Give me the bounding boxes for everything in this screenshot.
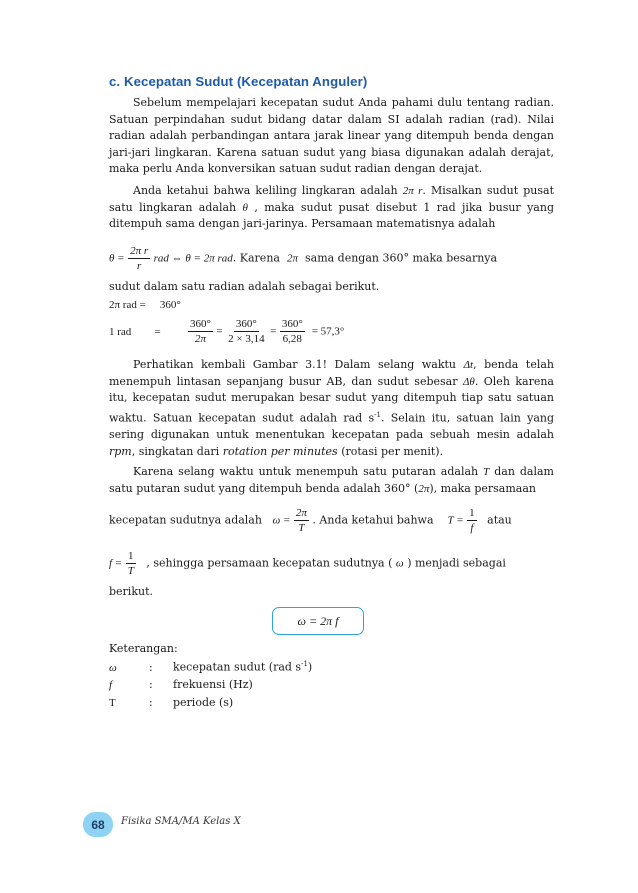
paragraph-intro: Sebelum mempelajari kecepatan sudut Anda pahami dulu tentang radian. Satuan perpindahan sudut bidang datar dalam SI adalah radian (rad). Nilai radian adalah perbandingan antara jarak linear yang ditempuh benda dengan jari-jari lingkaran. Karena satuan sudut yang biasa digunakan adalah derajat, maka perlu Anda konversikan satuan sudut radian dengan derajat. bbox=[109, 96, 554, 176]
paragraph-period: Karena selang waktu untuk menempuh satu putaran adalah T dan dalam satu putaran sudut yang ditempuh benda adalah 360° (2π), maka persamaan bbox=[109, 465, 554, 495]
book-title-footer: Fisika SMA/MA Kelas X bbox=[121, 816, 241, 827]
equation-continuation: berikut. bbox=[109, 585, 153, 598]
equation-radian-definition: θ = $\frac{\text{2π r}}{r}$ rad ⇔ θ = 2π rad. Karena 2π sama dengan 360° maka besarnya bbox=[109, 245, 498, 272]
paragraph-angular-velocity: Perhatikan kembali Gambar 3.1! Dalam selang waktu Δt, benda telah menempuh lintasan sepanjang busur AB, dan sudut sebesar Δθ. Oleh karena itu, kecepatan sudut merupakan besar sudut yang ditempuh tiap satu satuan waktu. Satuan kecepatan sudut adalah rad $s^{-1}$. Selain itu, satuan lain yang sering digunakan untuk menentukan kecepatan pada sebuah mesin adalah rpm, singkatan dari rotation per minutes (rotasi per menit). bbox=[109, 358, 555, 458]
legend-row-period: T : periode (s) bbox=[109, 696, 234, 709]
equation-one-rad: 1 rad = $\frac{360^\circ}{2\pi}$ = $\frac{360^\circ}{2 \times 3,14}$ = $\frac{360^\circ}{6,28}$ = 57,3° bbox=[109, 318, 345, 345]
legend-title: Keterangan: bbox=[109, 642, 178, 655]
page-number-badge: 68 bbox=[83, 812, 113, 837]
legend-row-omega: ω : kecepatan sudut (rad $s^{-1}$) bbox=[109, 660, 313, 674]
legend-row-frequency: f : frekuensi (Hz) bbox=[109, 678, 253, 691]
equation-f-equals-1-over-t: f = $\frac{1}{T}$ , sehingga persamaan kecepatan sudutnya ( ω ) menjadi sebagai bbox=[109, 550, 506, 577]
section-heading: c. Kecepatan Sudut (Kecepatan Anguler) bbox=[109, 74, 368, 89]
paragraph-circumference: Anda ketahui bahwa keliling lingkaran adalah 2π r. Misalkan sudut pusat satu lingkaran adalah θ , maka sudut pusat disebut 1 rad jika busur yang ditempuh sama dengan jari-jarinya. Persamaan matematisnya adalah bbox=[109, 184, 555, 231]
equation-omega-2pi-over-t: kecepatan sudutnya adalah ω = $\frac{2\pi}{T}$ . Anda ketahui bahwa T = $\frac{1}{f}$ atau bbox=[109, 507, 512, 534]
equation-2pi-rad: 2π rad = 360° bbox=[109, 299, 181, 311]
equation-radian-continuation: sudut dalam satu radian adalah sebagai berikut. bbox=[109, 280, 380, 293]
boxed-formula: ω = 2π f bbox=[272, 607, 364, 635]
